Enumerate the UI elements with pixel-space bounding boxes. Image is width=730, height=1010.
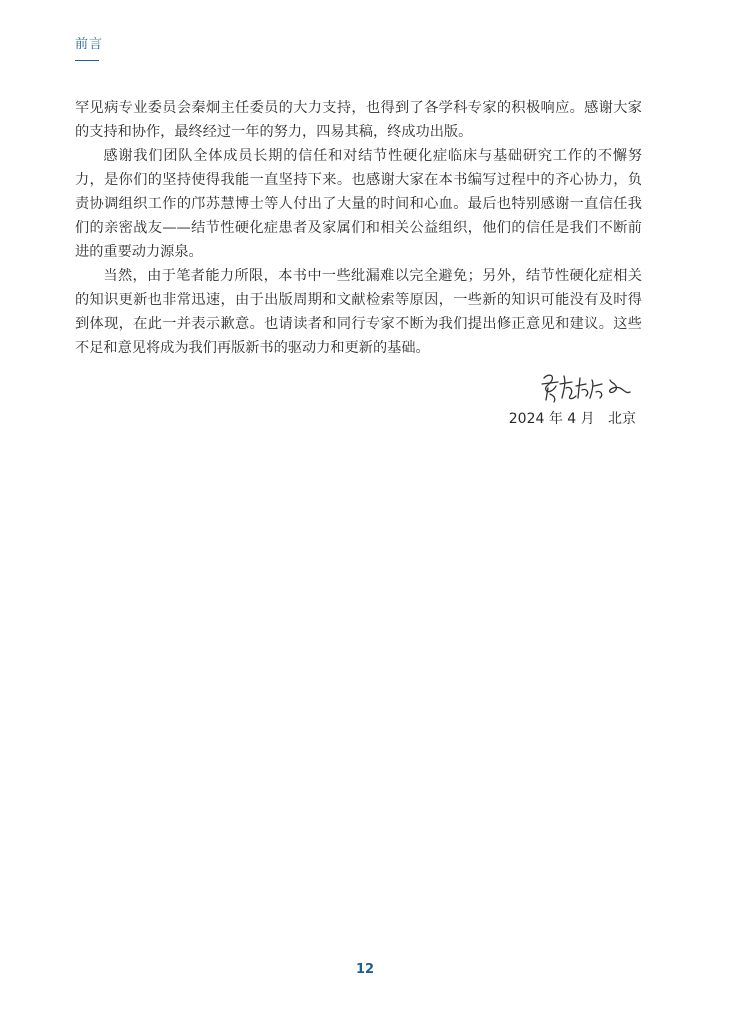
paragraph-3: 当然，由于笔者能力所限，本书中一些纰漏难以完全避免；另外，结节性硬化症相关的知识更新也非常迅速，由于出版周期和文献检索等原因，一些新的知识可能没有及时得到体现，在此一并表示歉意。也请读者和同行专家不断为我们提出修正意见和建议。这些不足和意见将成为我们再版新书的驱动力和更新的基础。 — [75, 268, 642, 356]
header-underline — [75, 60, 99, 61]
paragraph-2: 感谢我们团队全体成员长期的信任和对结节性硬化症临床与基础研究工作的不懈努力，是你们的坚持使得我能一直坚持下来。也感谢大家在本书编写过程中的齐心协力，负责协调组织工作的邝苏慧博士等人付出了大量的时间和心血。最后也特别感谢一直信任我们的亲密战友——结节性硬化症患者及家属们和相关公益组织，他们的信任是我们不断前进的重要动力源泉。 — [75, 148, 642, 260]
section-title: 前言 — [75, 37, 104, 52]
body-text — [75, 96, 642, 360]
paragraph-1: 罕见病专业委员会秦炯主任委员的大力支持，也得到了各学科专家的积极响应。感谢大家的支持和协作，最终经过一年的努力，四易其稿，终成功出版。 — [75, 100, 642, 140]
handwritten-signature — [536, 368, 636, 404]
page-number: 12 — [355, 962, 375, 977]
page-header — [75, 36, 103, 61]
date-location: 2024 年 4 月 北京 — [508, 411, 636, 427]
